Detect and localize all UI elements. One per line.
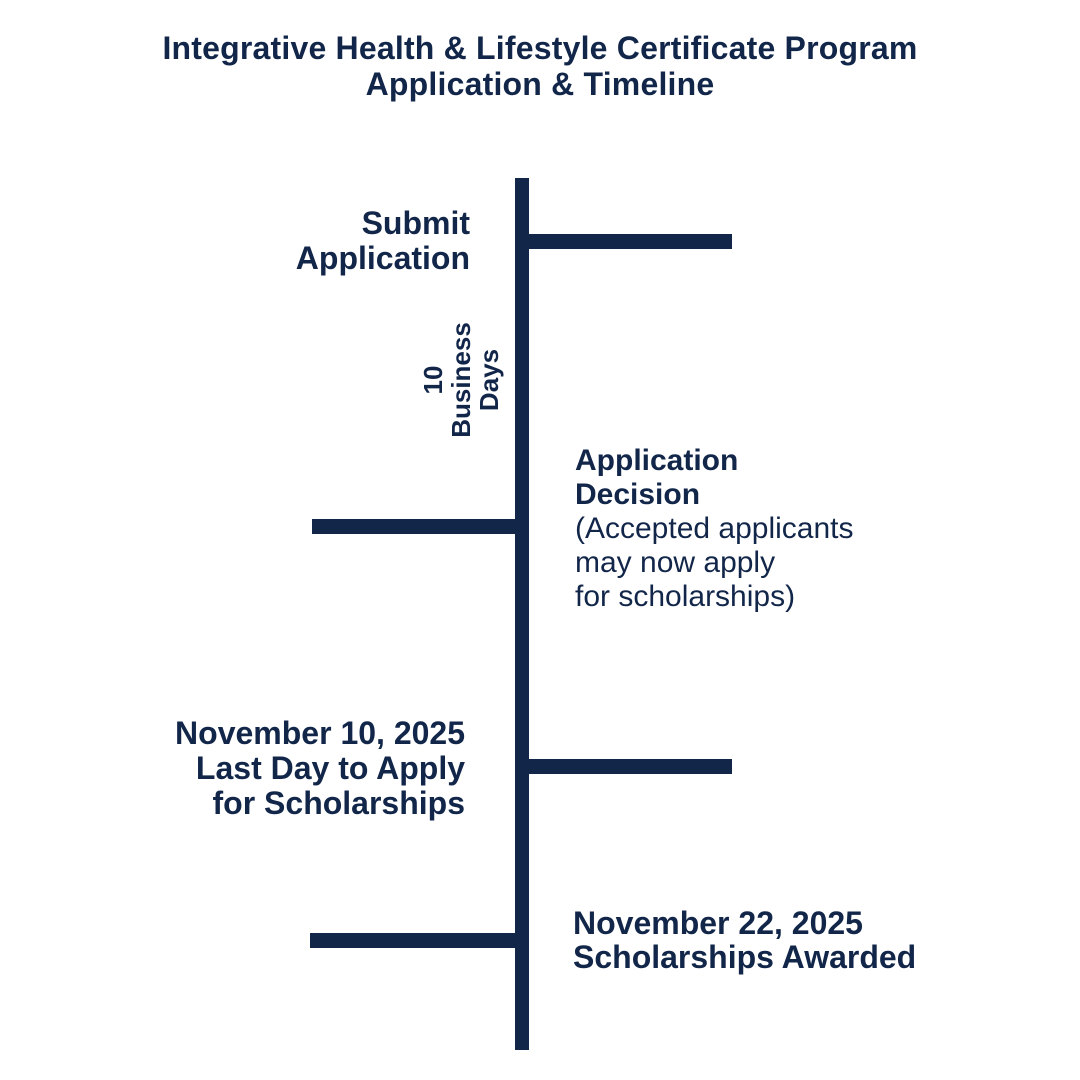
tick-submit-application [517,234,732,249]
label-duration-line2: Business [446,322,476,438]
tick-application-decision [312,519,527,534]
label-nov10-line1: November 10, 2025 [175,715,465,751]
label-decision-line4: may now apply [575,546,776,579]
label-nov22-line1: November 22, 2025 [573,905,863,941]
tick-scholarships-awarded [310,933,525,948]
page-title [0,30,1080,102]
label-decision-line3: (Accepted applicants [575,512,854,545]
page-title-line2: Application & Timeline [365,66,715,102]
label-nov10-line2: Last Day to Apply [195,750,465,786]
label-duration-10-business-days [419,322,503,438]
tick-scholarship-deadline [517,759,732,774]
label-scholarship-deadline [175,716,465,821]
label-submit-line1: Submit [361,205,470,241]
label-decision-line5: for scholarships) [575,580,796,613]
label-decision-line1: Application [575,444,739,477]
timeline-spine [515,178,529,1050]
label-nov22-line2: Scholarships Awarded [573,939,917,975]
label-nov10-line3: for Scholarships [212,785,465,821]
label-decision-line2: Decision [575,478,701,511]
label-submit-line2: Application [295,240,470,276]
label-duration-line3: Days [474,348,504,412]
label-application-decision [575,444,854,614]
label-scholarships-awarded [573,906,916,974]
page-title-line1: Integrative Health & Lifestyle Certificate Program [162,30,918,66]
label-duration-line1: 10 [418,365,448,395]
label-submit-application [296,206,470,276]
